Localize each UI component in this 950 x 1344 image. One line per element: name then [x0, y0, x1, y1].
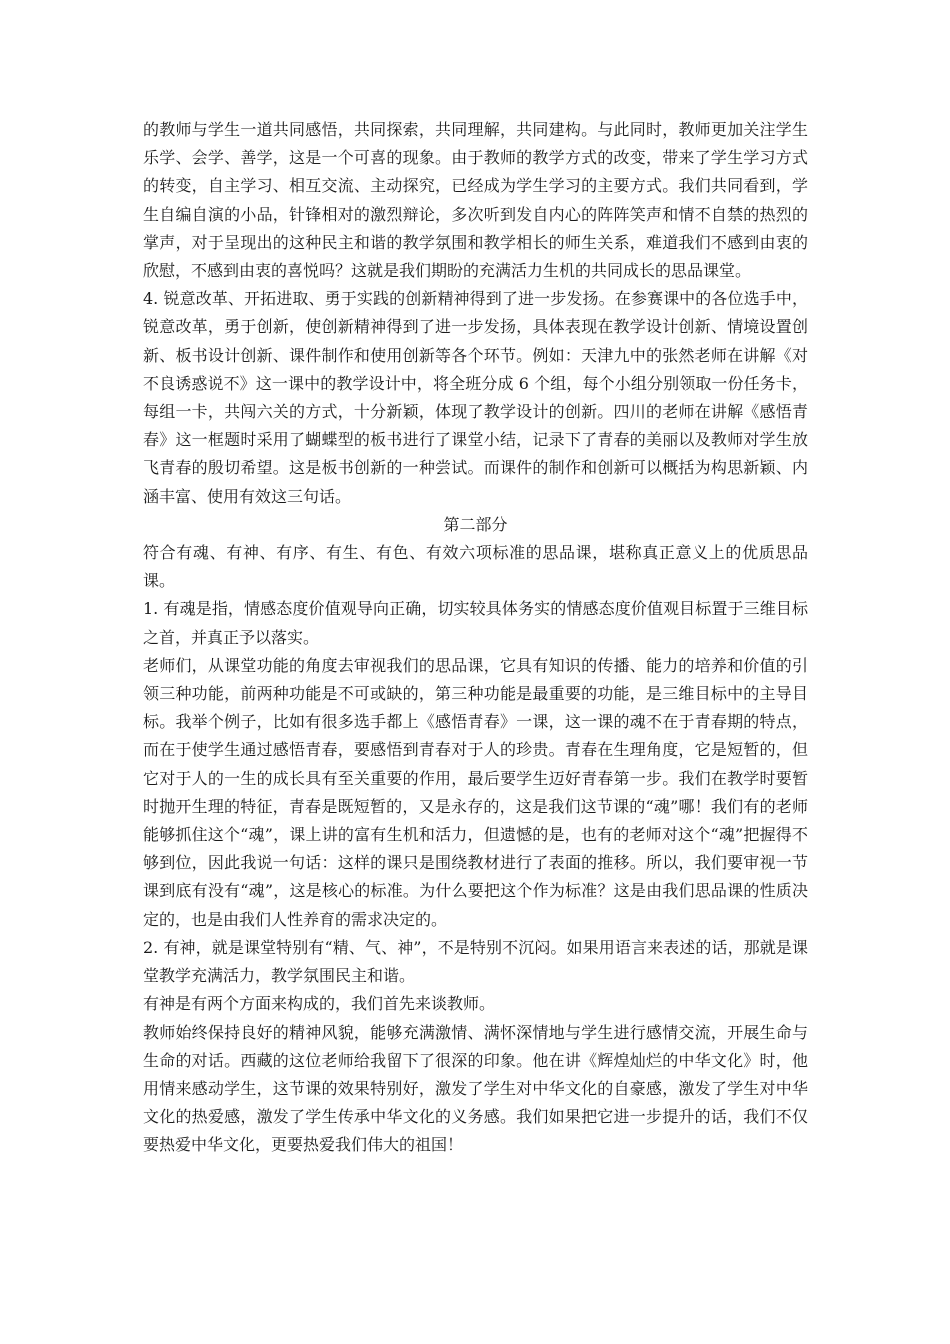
- paragraph-you-shen-definition: 2. 有神，就是课堂特别有“精、气、神”，不是特别不沉闷。如果用语言来表述的话，那就是课堂教学充满活力，教学氛围民主和谐。: [143, 937, 808, 986]
- paragraph-innovation-spirit: 4. 锐意改革、开拓进取、勇于实践的创新精神得到了进一步发扬。在参赛课中的各位选手中，锐意改革，勇于创新，使创新精神得到了进一步发扬，具体表现在教学设计创新、情境设置创新、板书设计创新、课件制作和使用创新等各个环节。例如：天津九中的张然老师在讲解《对不良诱惑说不》这一课中的教学设计中，将全班分成 6 个组，每个小组分别领取一份任务卡，每组一卡，共闯六关的方式，十分新颖，体现了教学设计的创新。四川的老师在讲解《感悟青春》这一框题时采用了蝴蝶型的板书进行了课堂小结，记录下了青春的美丽以及教师对学生放飞青春的殷切希望。这是板书创新的一种尝试。而课件的制作和创新可以概括为构思新颖、内涵丰富、使用有效这三句话。: [143, 289, 808, 506]
- paragraph-you-hun-definition: 1. 有魂是指，情感态度价值观导向正确，切实较具体务实的情感态度价值观目标置于三维目标之首，并真正予以落实。: [143, 599, 808, 647]
- section-heading-part-two: 第二部分: [443, 514, 508, 534]
- paragraph-you-shen-two-aspects: 有神是有两个方面来构成的，我们首先来谈教师。: [143, 994, 496, 1014]
- document-page: [143, 116, 808, 1160]
- paragraph-student-learning: 的教师与学生一道共同感悟，共同探索，共同理解，共同建构。与此同时，教师更加关注学生乐学、会学、善学，这是一个可喜的现象。由于教师的教学方式的改变，带来了学生学习方式的转变，自主学习、相互交流、主动探究，已经成为学生学习的主要方式。我们共同看到，学生自编自演的小品，针锋相对的激烈辩论，多次听到发自内心的阵阵笑声和情不自禁的热烈的掌声，对于呈现出的这种民主和谐的教学氛围和教学相长的师生关系，难道我们不感到由衷的欣慰，不感到由衷的喜悦吗？这就是我们期盼的充满活力生机的共同成长的思品课堂。: [143, 120, 808, 281]
- paragraph-six-standards: 符合有魂、有神、有序、有生、有色、有效六项标准的思品课，堪称真正意义上的优质思品课。: [143, 543, 808, 591]
- paragraph-classroom-function: 老师们，从课堂功能的角度去审视我们的思品课，它具有知识的传播、能力的培养和价值的引领三种功能，前两种功能是不可或缺的，第三种功能是最重要的功能，是三维目标中的主导目标。我举个例子，比如有很多选手都上《感悟青春》一课，这一课的魂不在于青春期的特点，而在于使学生通过感悟青春，要感悟到青春对于人的珍贵。青春在生理角度，它是短暂的，但它对于人的一生的成长具有至关重要的作用，最后要学生迈好青春第一步。我们在教学时要暂时抛开生理的特征，青春是既短暂的，又是永存的，这是我们这节课的“魂”哪！我们有的老师能够抓住这个“魂”，课上讲的富有生机和活力，但遗憾的是，也有的老师对这个“魂”把握得不够到位，因此我说一句话：这样的课只是围绕教材进行了表面的推移。所以，我们要审视一节课到底有没有“魂”，这是核心的标准。为什么要把这个作为标准？这是由我们思品课的性质决定的，也是由我们人性养育的需求决定的。: [143, 655, 808, 929]
- paragraph-teacher-spirit: 教师始终保持良好的精神风貌，能够充满激情、满怀深情地与学生进行感情交流，开展生命与生命的对话。西藏的这位老师给我留下了很深的印象。他在讲《辉煌灿烂的中华文化》时，他用情来感动学生，这节课的效果特别好，激发了学生对中华文化的自豪感，激发了学生对中华文化的热爱感，激发了学生传承中华文化的义务感。我们如果把它进一步提升的话，我们不仅要热爱中华文化，更要热爱我们伟大的祖国！: [143, 1022, 808, 1155]
